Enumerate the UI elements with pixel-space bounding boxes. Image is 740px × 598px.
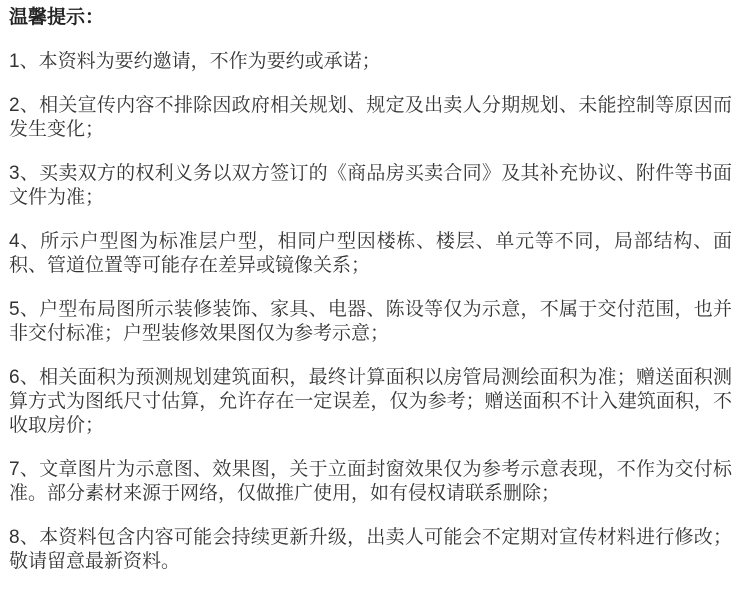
notice-item-5: 5、户型布局图所示装修装饰、家具、电器、陈设等仅为示意，不属于交付范围，也并非交付标准；户型装修效果图仅为参考示意；	[9, 299, 732, 344]
notice-item-3: 3、买卖双方的权利义务以双方签订的《商品房买卖合同》及其补充协议、附件等书面文件为准；	[9, 163, 732, 208]
notice-item-6: 6、相关面积为预测规划建筑面积，最终计算面积以房管局测绘面积为准；赠送面积测算方式为图纸尺寸估算，允许存在一定误差，仅为参考；赠送面积不计入建筑面积，不收取房价；	[9, 367, 732, 436]
notice-title: 温馨提示：	[9, 7, 105, 28]
notice-item-7: 7、文章图片为示意图、效果图，关于立面封窗效果仅为参考示意表现，不作为交付标准。部分素材来源于网络，仅做推广使用，如有侵权请联系删除；	[9, 459, 732, 504]
notice-item-1: 1、本资料为要约邀请，不作为要约或承诺；	[9, 51, 381, 72]
notice-item-2: 2、相关宣传内容不排除因政府相关规划、规定及出卖人分期规划、未能控制等原因而发生变化；	[9, 95, 732, 140]
notice-item-4: 4、所示户型图为标准层户型，相同户型因楼栋、楼层、单元等不同，局部结构、面积、管道位置等可能存在差异或镜像关系；	[9, 231, 732, 276]
notice-item-8: 8、本资料包含内容可能会持续更新升级，出卖人可能会不定期对宣传材料进行修改；敬请留意最新资料。	[9, 527, 732, 572]
